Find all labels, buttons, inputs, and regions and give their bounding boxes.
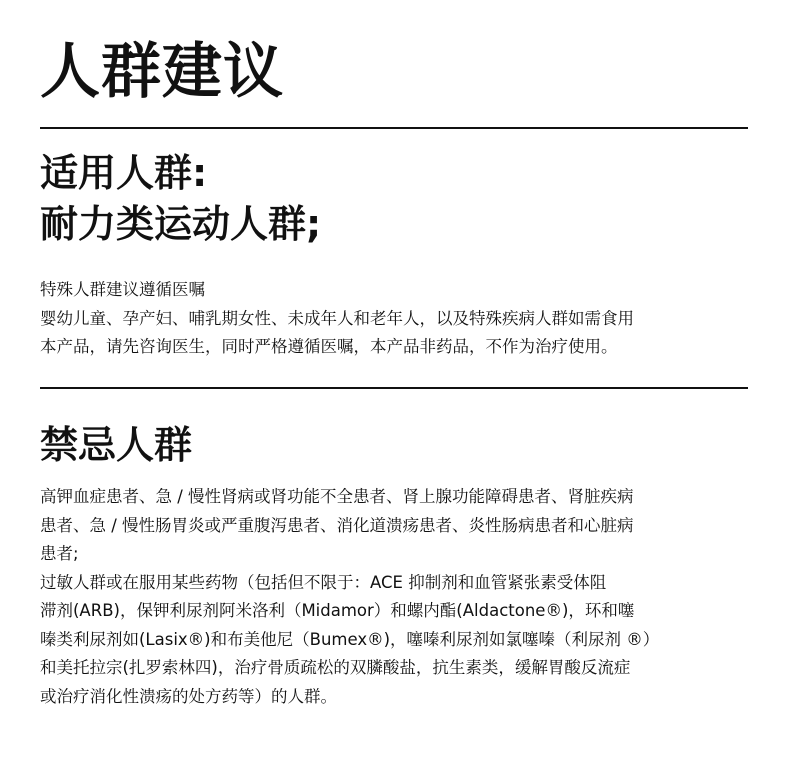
suitable-heading: 适用人群: <box>40 151 208 195</box>
contraindicated-line: 患者; <box>40 544 79 563</box>
contraindicated-line: 或治疗消化性溃疡的处方药等）的人群。 <box>40 686 337 706</box>
contraindicated-text <box>40 483 760 711</box>
contraindicated-line: 滞剂(ARB)，保钾利尿剂阿米洛利（Midamor）和螺内酯(Aldactone®)，环和噻 <box>40 601 635 620</box>
middle-divider <box>40 387 748 389</box>
page-title: 人群建议 <box>40 37 284 107</box>
contraindicated-line: 过敏人群或在服用某些药物（包括但不限于：ACE 抑制剂和血管紧张素受体阻 <box>40 572 607 592</box>
contraindicated-line: 和美托拉宗(扎罗索林四)，治疗骨质疏松的双膦酸盐，抗生素类，缓解胃酸反流症 <box>40 658 631 677</box>
notes-line: 本产品，请先咨询医生，同时严格遵循医嘱，本产品非药品，不作为治疗使用。 <box>40 337 618 356</box>
suitable-group: 耐力类运动人群; <box>40 202 322 246</box>
contraindicated-line: 嗪类利尿剂如(Lasix®)和布美他尼（Bumex®)，噻嗪利尿剂如氯噻嗪（利尿剂 ®） <box>40 629 660 649</box>
contraindicated-heading: 禁忌人群 <box>40 423 193 467</box>
contraindicated-line: 高钾血症患者、急 / 慢性肾病或肾功能不全患者、肾上腺功能障碍患者、肾脏疾病 <box>40 487 634 506</box>
suitable-notes <box>40 276 760 362</box>
top-divider <box>40 127 748 129</box>
contraindicated-line: 患者、急 / 慢性肠胃炎或严重腹泻患者、消化道溃疡患者、炎性肠病患者和心脏病 <box>40 515 634 535</box>
notes-line: 特殊人群建议遵循医嘱 <box>40 280 205 299</box>
notes-line: 婴幼儿童、孕产妇、哺乳期女性、未成年人和老年人，以及特殊疾病人群如需食用 <box>40 308 634 328</box>
